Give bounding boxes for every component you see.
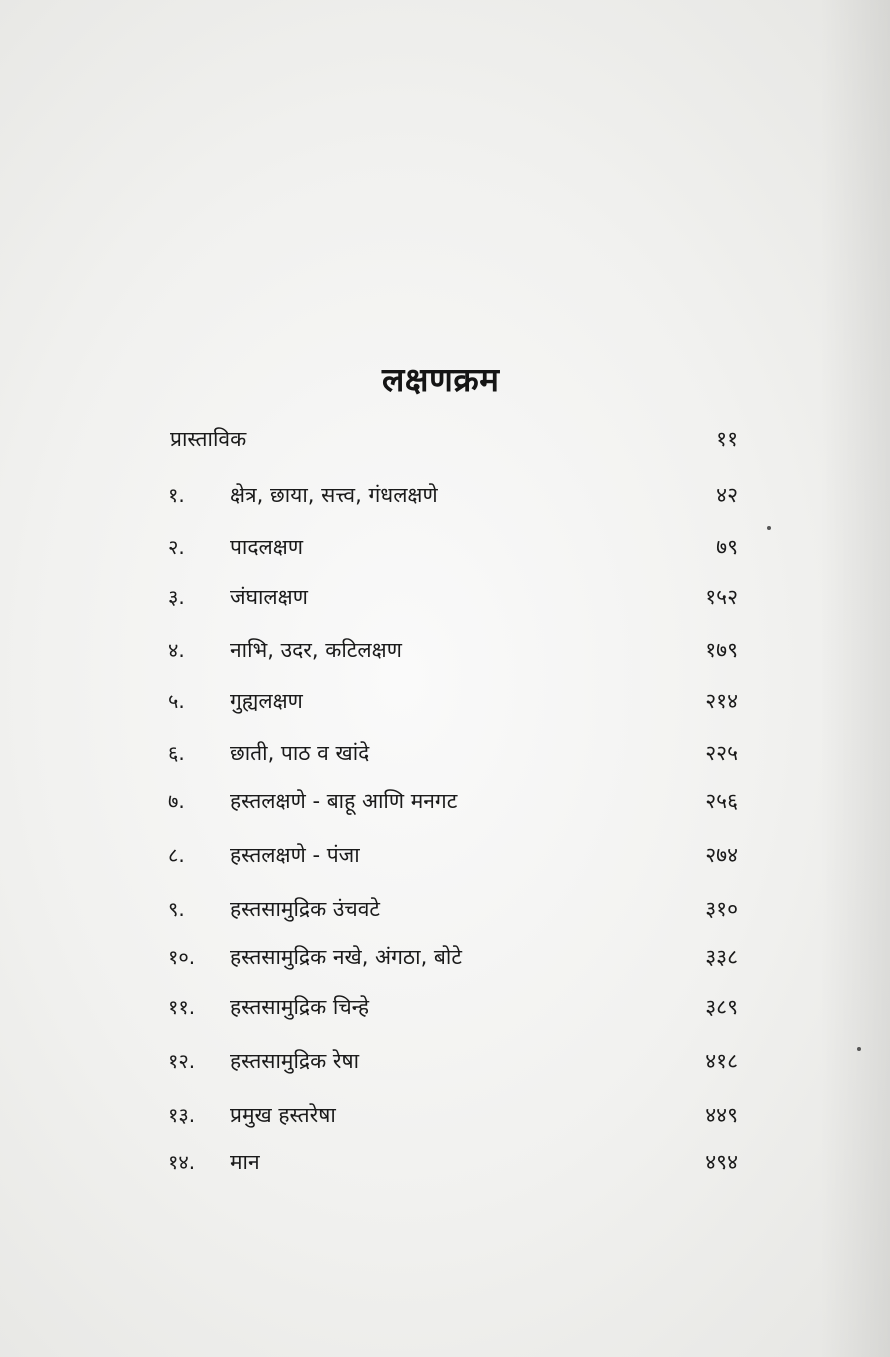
toc-row-6 <box>160 739 738 773</box>
toc-number: ५. <box>168 689 185 713</box>
toc-row-preface <box>160 425 738 459</box>
toc-label: गुह्यलक्षण <box>230 689 303 713</box>
toc-row-13 <box>160 1101 738 1135</box>
page-edge-shadow <box>820 0 890 1357</box>
toc-row-10 <box>160 943 738 977</box>
toc-number: २. <box>168 535 185 559</box>
toc-number: ६. <box>168 741 185 765</box>
toc-page-number: २२५ <box>705 741 738 765</box>
toc-label: छाती, पाठ व खांदे <box>230 741 370 765</box>
toc-page-number: ३३८ <box>705 945 738 969</box>
toc-number: ३. <box>168 585 185 609</box>
toc-page-number: १७९ <box>705 638 738 662</box>
toc-row-3 <box>160 583 738 617</box>
toc-page-number: १५२ <box>705 585 738 609</box>
toc-label: हस्तलक्षणे - पंजा <box>230 843 360 867</box>
toc-row-14 <box>160 1148 738 1182</box>
toc-page-number: ४४९ <box>705 1103 738 1127</box>
toc-row-12 <box>160 1047 738 1081</box>
toc-label: नाभि, उदर, कटिलक्षण <box>230 638 402 662</box>
toc-number: ११. <box>168 995 196 1019</box>
toc-label: हस्तसामुद्रिक नखे, अंगठा, बोटे <box>230 945 462 969</box>
toc-number: १. <box>168 483 185 507</box>
toc-page-number: ४९४ <box>705 1150 738 1174</box>
toc-row-2 <box>160 533 738 567</box>
toc-row-4 <box>160 636 738 670</box>
toc-label: हस्तसामुद्रिक रेषा <box>230 1049 360 1073</box>
toc-label: क्षेत्र, छाया, सत्त्व, गंधलक्षणे <box>230 483 438 507</box>
toc-label: हस्तलक्षणे - बाहू आणि मनगट <box>230 789 458 813</box>
toc-number: १३. <box>168 1103 196 1127</box>
toc-page-number: ४१८ <box>705 1049 738 1073</box>
page-title: लक्षणक्रम <box>382 360 500 399</box>
toc-row-5 <box>160 687 738 721</box>
ink-speck <box>857 1047 861 1051</box>
toc-number: १४. <box>168 1150 196 1174</box>
toc-label: प्रमुख हस्तरेषा <box>230 1103 336 1127</box>
toc-label: जंघालक्षण <box>230 585 308 609</box>
toc-page-number: २७४ <box>705 843 738 867</box>
toc-row-11 <box>160 993 738 1027</box>
toc-page-number: ११ <box>716 427 738 451</box>
toc-page-number: ७९ <box>716 535 738 559</box>
toc-number: ७. <box>168 789 185 813</box>
toc-label: हस्तसामुद्रिक उंचवटे <box>230 897 380 921</box>
toc-label: हस्तसामुद्रिक चिन्हे <box>230 995 370 1019</box>
toc-row-8 <box>160 841 738 875</box>
toc-number: १२. <box>168 1049 196 1073</box>
toc-number: ४. <box>168 638 185 662</box>
toc-page-number: २५६ <box>705 789 738 813</box>
toc-row-7 <box>160 787 738 821</box>
toc-number: ८. <box>168 843 185 867</box>
toc-label: मान <box>230 1150 260 1174</box>
toc-label: प्रास्ताविक <box>170 427 247 451</box>
ink-speck <box>767 526 771 530</box>
toc-label: पादलक्षण <box>230 535 303 559</box>
toc-page-number: ४२ <box>716 483 738 507</box>
toc-row-1 <box>160 481 738 515</box>
toc-number: १०. <box>168 945 196 969</box>
toc-row-9 <box>160 895 738 929</box>
toc-number: ९. <box>168 897 185 921</box>
toc-page-number: ३१० <box>705 897 738 921</box>
toc-page-number: २१४ <box>705 689 738 713</box>
toc-page-number: ३८९ <box>705 995 738 1019</box>
